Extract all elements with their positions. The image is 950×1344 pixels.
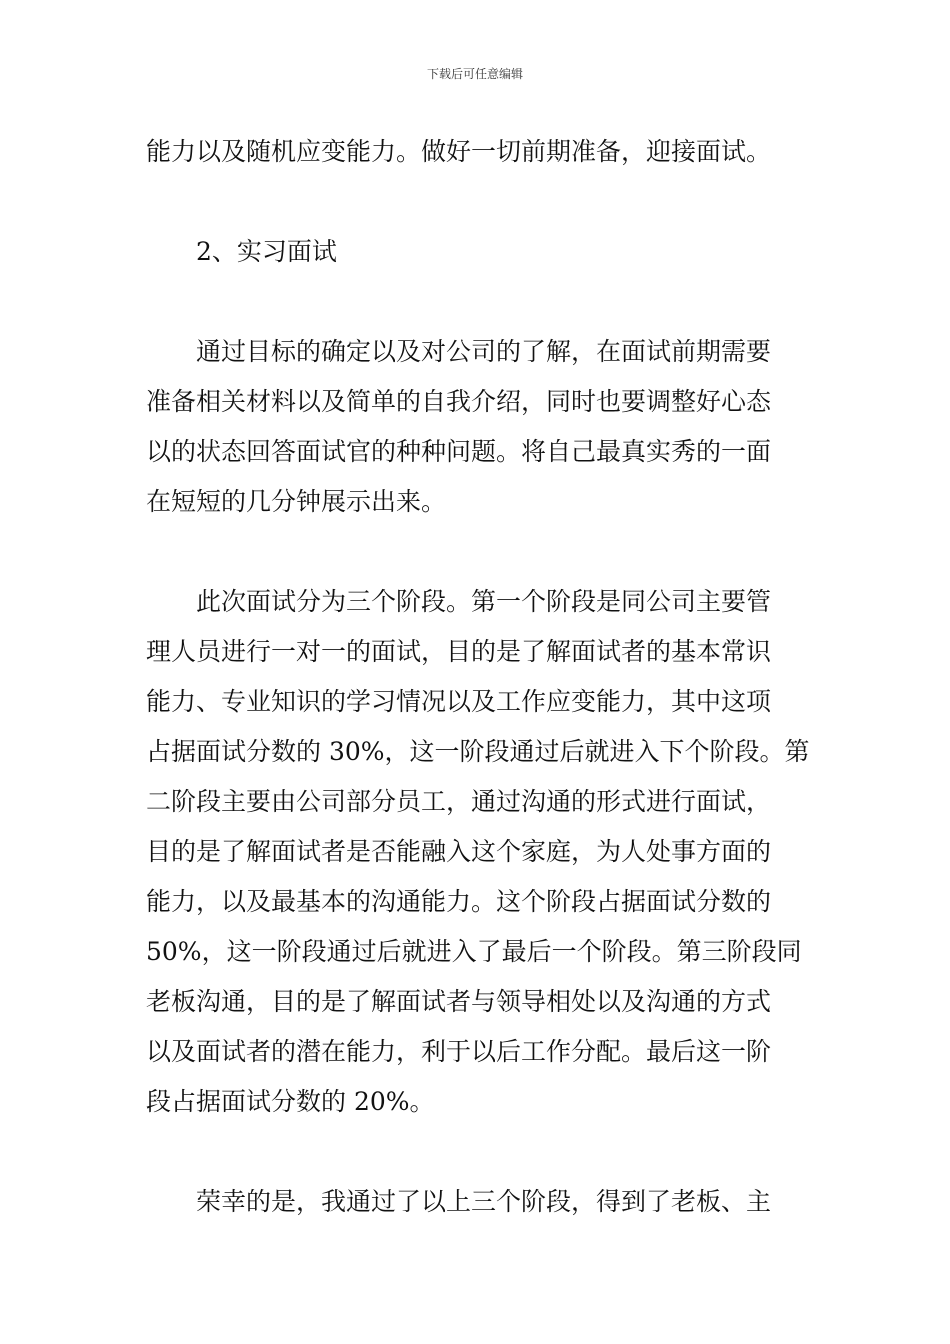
paragraph-line: 能力以及随机应变能力。做好一切前期准备，迎接面试。	[146, 137, 772, 166]
paragraph-gap	[146, 527, 808, 577]
paragraph-line: 此次面试分为三个阶段。第一个阶段是同公司主要管	[196, 587, 772, 616]
paragraph-line: 目的是了解面试者是否能融入这个家庭，为人处事方面的	[146, 837, 772, 866]
document-body	[146, 127, 808, 1227]
paragraph-line: 通过目标的确定以及对公司的了解，在面试前期需要	[196, 337, 772, 366]
paragraph-line: 二阶段主要由公司部分员工，通过沟通的形式进行面试，	[146, 787, 772, 816]
paragraph-line: 老板沟通，目的是了解面试者与领导相处以及沟通的方式	[146, 987, 772, 1016]
paragraph-gap	[146, 277, 808, 327]
paragraph-gap	[146, 177, 808, 227]
paragraph-line: 在短短的几分钟展示出来。	[146, 487, 447, 516]
paragraph-line: 段占据面试分数的 20%。	[146, 1087, 435, 1116]
paragraph-line: 能力、专业知识的学习情况以及工作应变能力，其中这项	[146, 687, 772, 716]
paragraph-line: 以及面试者的潜在能力，利于以后工作分配。最后这一阶	[146, 1037, 772, 1066]
paragraph-line: 占据面试分数的 30%，这一阶段通过后就进入下个阶段。第	[146, 737, 810, 766]
paragraph-line: 荣幸的是，我通过了以上三个阶段，得到了老板、主	[196, 1187, 772, 1216]
paragraph-line: 理人员进行一对一的面试，目的是了解面试者的基本常识	[146, 637, 772, 666]
page-header-note: 下载后可任意编辑	[426, 67, 523, 81]
section-heading: 2、实习面试	[196, 237, 337, 266]
paragraph-gap	[146, 1127, 808, 1177]
paragraph-line: 能力，以及最基本的沟通能力。这个阶段占据面试分数的	[146, 887, 772, 916]
paragraph-line: 以的状态回答面试官的种种问题。将自己最真实秀的一面	[146, 437, 772, 466]
paragraph-line: 准备相关材料以及简单的自我介绍，同时也要调整好心态	[146, 387, 772, 416]
paragraph-line: 50%，这一阶段通过后就进入了最后一个阶段。第三阶段同	[146, 937, 802, 966]
